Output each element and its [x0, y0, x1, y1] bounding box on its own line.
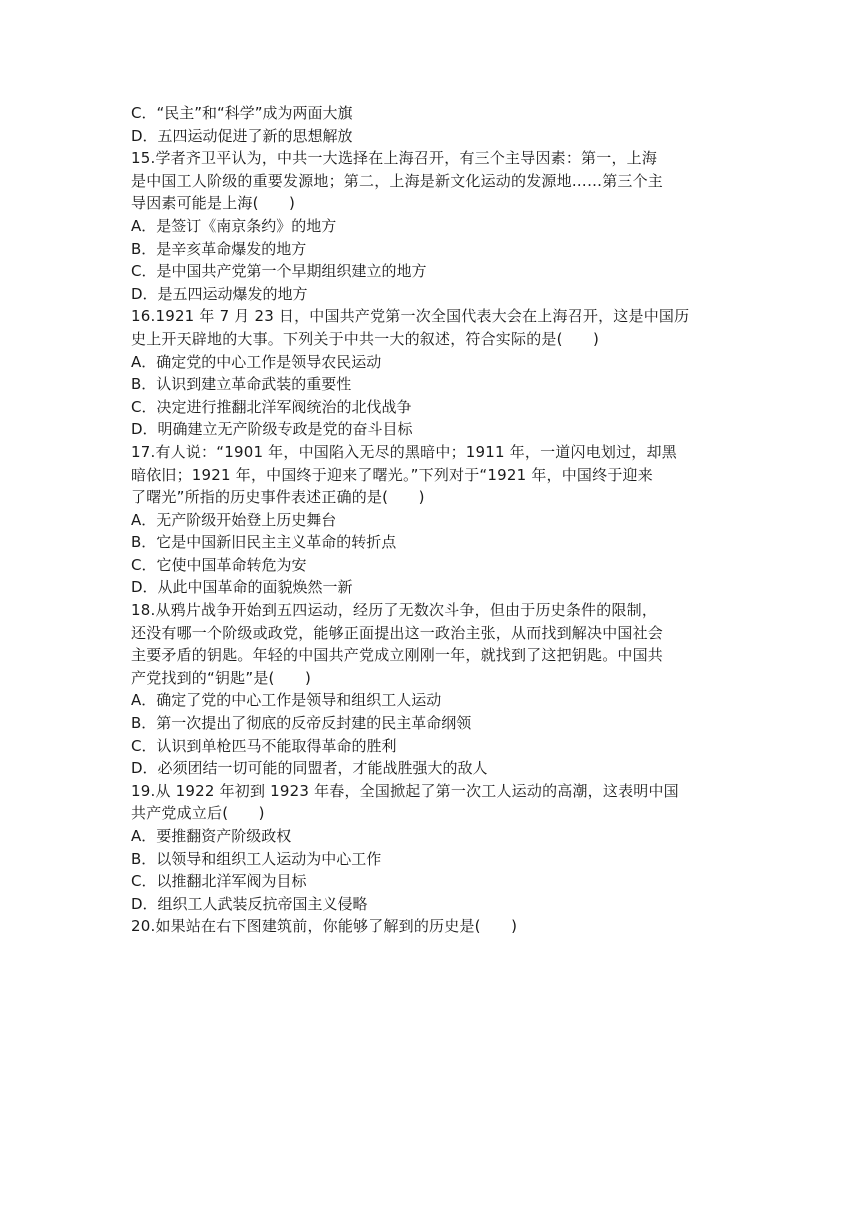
option-d: D．是五四运动爆发的地方	[131, 284, 308, 303]
document-page	[131, 102, 733, 938]
question-stem-line: 共产党成立后( )	[131, 804, 265, 823]
question-stem-line: 17.有人说：“1901 年，中国陷入无尽的黑暗中；1911 年，一道闪电划过，却黑	[131, 442, 677, 461]
question-17	[131, 441, 733, 599]
question-19	[131, 780, 733, 916]
option-d: D．五四运动促进了新的思想解放	[131, 126, 353, 145]
question-stem-line: 是中国工人阶级的重要发源地；第二，上海是新文化运动的发源地……第三个主	[131, 171, 664, 190]
option-c: C．是中国共产党第一个早期组织建立的地方	[131, 262, 427, 281]
question-stem-line: 主要矛盾的钥匙。年轻的中国共产党成立刚刚一年，就找到了这把钥匙。中国共	[131, 646, 664, 665]
option-b: B．是辛亥革命爆发的地方	[131, 239, 307, 258]
option-c: C．“民主”和“科学”成为两面大旗	[131, 104, 353, 122]
question-stem-line: 16.1921 年 7 月 23 日，中国共产党第一次全国代表大会在上海召开，这是中国历	[131, 307, 690, 326]
option-c: C．决定进行推翻北洋军阀统治的北伐战争	[131, 397, 412, 416]
question-20	[131, 915, 733, 938]
option-c: C．它使中国革命转危为安	[131, 555, 307, 574]
option-d: D．明确建立无产阶级专政是党的奋斗目标	[131, 420, 413, 439]
question-stem-line: 产党找到的“钥匙”是( )	[131, 668, 312, 687]
question-14-tail	[131, 102, 733, 147]
option-d: D．组织工人武装反抗帝国主义侵略	[131, 894, 368, 913]
question-16	[131, 305, 733, 441]
option-a: A．确定党的中心工作是领导农民运动	[131, 352, 382, 371]
question-15	[131, 147, 733, 305]
option-c: C．认识到单枪匹马不能取得革命的胜利	[131, 736, 397, 755]
option-b: B．以领导和组织工人运动为中心工作	[131, 849, 382, 868]
question-stem-line: 18.从鸦片战争开始到五四运动，经历了无数次斗争，但由于历史条件的限制，	[131, 601, 658, 620]
option-d: D．从此中国革命的面貌焕然一新	[131, 578, 353, 597]
question-stem-line: 了曙光”所指的历史事件表述正确的是( )	[131, 488, 425, 507]
question-stem-line: 暗依旧；1921 年，中国终于迎来了曙光。”下列对于“1921 年，中国终于迎来	[131, 465, 653, 484]
option-d: D．必须团结一切可能的同盟者，才能战胜强大的敌人	[131, 759, 488, 778]
option-a: A．要推翻资产阶级政权	[131, 827, 292, 845]
option-b: B．认识到建立革命武装的重要性	[131, 375, 352, 394]
option-a: A．是签订《南京条约》的地方	[131, 216, 337, 235]
option-a: A．无产阶级开始登上历史舞台	[131, 510, 337, 529]
option-b: B．第一次提出了彻底的反帝反封建的民主革命纲领	[131, 714, 472, 733]
option-b: B．它是中国新旧民主主义革命的转折点	[131, 533, 397, 552]
option-a: A．确定了党的中心工作是领导和组织工人运动	[131, 691, 442, 710]
option-c: C．以推翻北洋军阀为目标	[131, 872, 307, 891]
question-stem-line: 20.如果站在右下图建筑前，你能够了解到的历史是( )	[131, 917, 518, 936]
question-18	[131, 599, 733, 780]
question-stem-line: 15.学者齐卫平认为，中共一大选择在上海召开，有三个主导因素：第一，上海	[131, 149, 658, 168]
question-stem-line: 19.从 1922 年初到 1923 年春，全国掀起了第一次工人运动的高潮，这表明中国	[131, 781, 679, 800]
question-stem-line: 导因素可能是上海( )	[131, 194, 296, 213]
question-stem-line: 史上开天辟地的大事。下列关于中共一大的叙述，符合实际的是( )	[131, 329, 600, 348]
question-stem-line: 还没有哪一个阶级或政党，能够正面提出这一政治主张，从而找到解决中国社会	[131, 623, 664, 642]
